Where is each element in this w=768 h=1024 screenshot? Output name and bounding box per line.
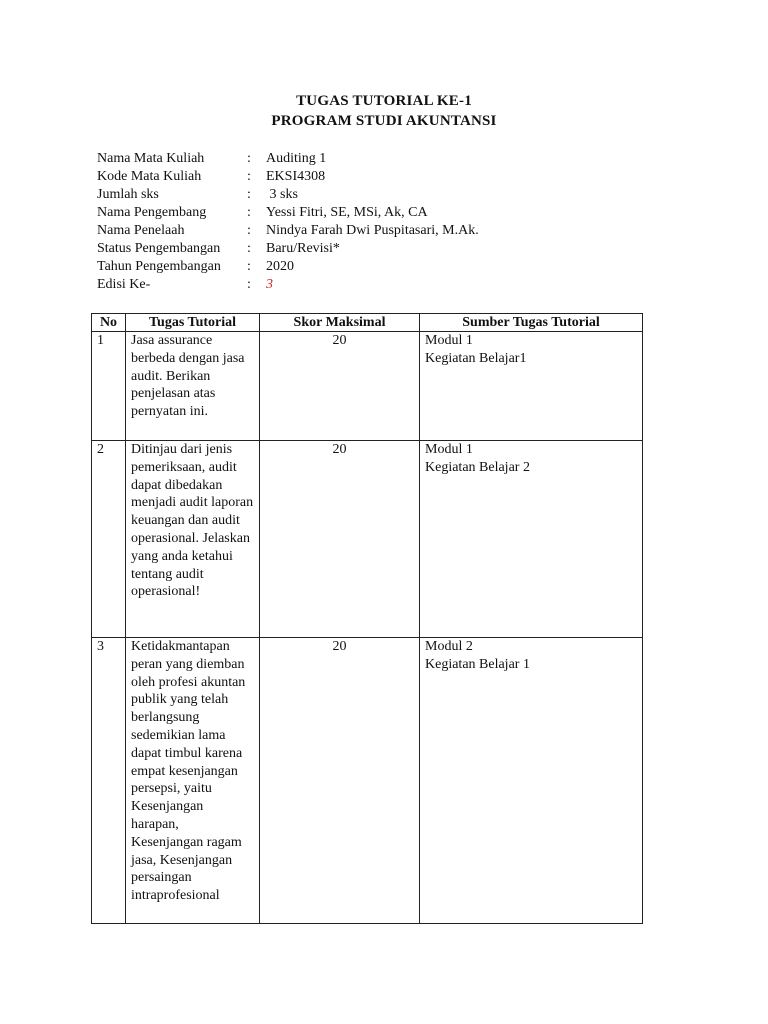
info-value: Yessi Fitri, SE, MSi, Ak, CA (266, 205, 428, 220)
info-colon: : (247, 241, 251, 256)
cell-source (420, 638, 643, 924)
info-row-developer (97, 204, 697, 222)
cell-no: 3 (92, 638, 126, 924)
info-row-reviewer (97, 222, 697, 240)
info-row-course-code (97, 168, 697, 186)
info-colon: : (247, 169, 251, 184)
cell-source (420, 441, 643, 638)
cell-score: 20 (260, 441, 420, 638)
info-value: 2020 (266, 259, 294, 274)
table-row (92, 332, 643, 441)
info-colon: : (247, 205, 251, 220)
source-module: Modul 1 (425, 333, 473, 348)
document-subtitle: PROGRAM STUDI AKUNTANSI (271, 113, 497, 129)
info-label: Nama Penelaah (97, 223, 185, 238)
info-value-edition: 3 (266, 277, 273, 292)
task-text: Ditinjau dari jenis pemeriksaan, audit dapat dibedakan menjadi audit laporan keuangan dan audit operasional. Jelaskan yang anda ketahui tentang audit operasional! (131, 442, 254, 600)
source-module: Modul 2 (425, 639, 473, 654)
task-text: Ketidakmantapan peran yang diemban oleh profesi akuntan publik yang telah berlangsung sedemikian lama dapat timbul karena empat kesenjangan persepsi, yaitu Kesenjangan harapan, Kesenjangan ragam jasa, Kesenjangan persaingan intraprofesional (131, 639, 246, 904)
cell-no: 1 (92, 332, 126, 441)
column-header-max-score: Skor Maksimal (260, 314, 420, 332)
info-row-development-year (97, 258, 697, 276)
info-label: Status Pengembangan (97, 241, 221, 256)
source-activity: Kegiatan Belajar 1 (425, 656, 530, 672)
cell-task (126, 638, 260, 924)
cell-task (126, 441, 260, 638)
cell-score: 20 (260, 332, 420, 441)
task-text: Jasa assurance berbeda dengan jasa audit. Berikan penjelasan atas pernyatan ini. (131, 333, 245, 420)
info-label: Kode Mata Kuliah (97, 169, 202, 184)
source-module: Modul 1 (425, 442, 473, 457)
info-row-development-status (97, 240, 697, 258)
info-row-credits (97, 186, 697, 204)
source-activity: Kegiatan Belajar 2 (425, 459, 530, 475)
info-label: Tahun Pengembangan (97, 259, 221, 274)
info-label: Edisi Ke- (97, 277, 151, 292)
cell-task (126, 332, 260, 441)
cell-no: 2 (92, 441, 126, 638)
course-info (97, 150, 697, 294)
info-label: Nama Mata Kuliah (97, 151, 205, 166)
info-row-edition (97, 276, 697, 294)
cell-source (420, 332, 643, 441)
table-header-row (92, 314, 643, 332)
column-header-source: Sumber Tugas Tutorial (420, 314, 643, 332)
info-value: 3 sks (266, 187, 298, 202)
info-value: EKSI4308 (266, 169, 326, 184)
info-label: Jumlah sks (97, 187, 159, 202)
tutorial-task-table (91, 313, 643, 924)
column-header-task: Tugas Tutorial (126, 314, 260, 332)
info-value: Auditing 1 (266, 151, 327, 166)
info-value: Baru/Revisi* (266, 241, 340, 256)
info-label: Nama Pengembang (97, 205, 207, 220)
document-title: TUGAS TUTORIAL KE-1 (296, 93, 472, 109)
info-row-course-name (97, 150, 697, 168)
table-row (92, 638, 643, 924)
column-header-no: No (92, 314, 126, 332)
info-value: Nindya Farah Dwi Puspitasari, M.Ak. (266, 223, 479, 238)
cell-score: 20 (260, 638, 420, 924)
info-colon: : (247, 187, 251, 202)
info-colon: : (247, 151, 251, 166)
info-colon: : (247, 259, 251, 274)
info-colon: : (247, 223, 251, 238)
source-activity: Kegiatan Belajar1 (425, 350, 527, 366)
info-colon: : (247, 277, 251, 292)
table-row (92, 441, 643, 638)
